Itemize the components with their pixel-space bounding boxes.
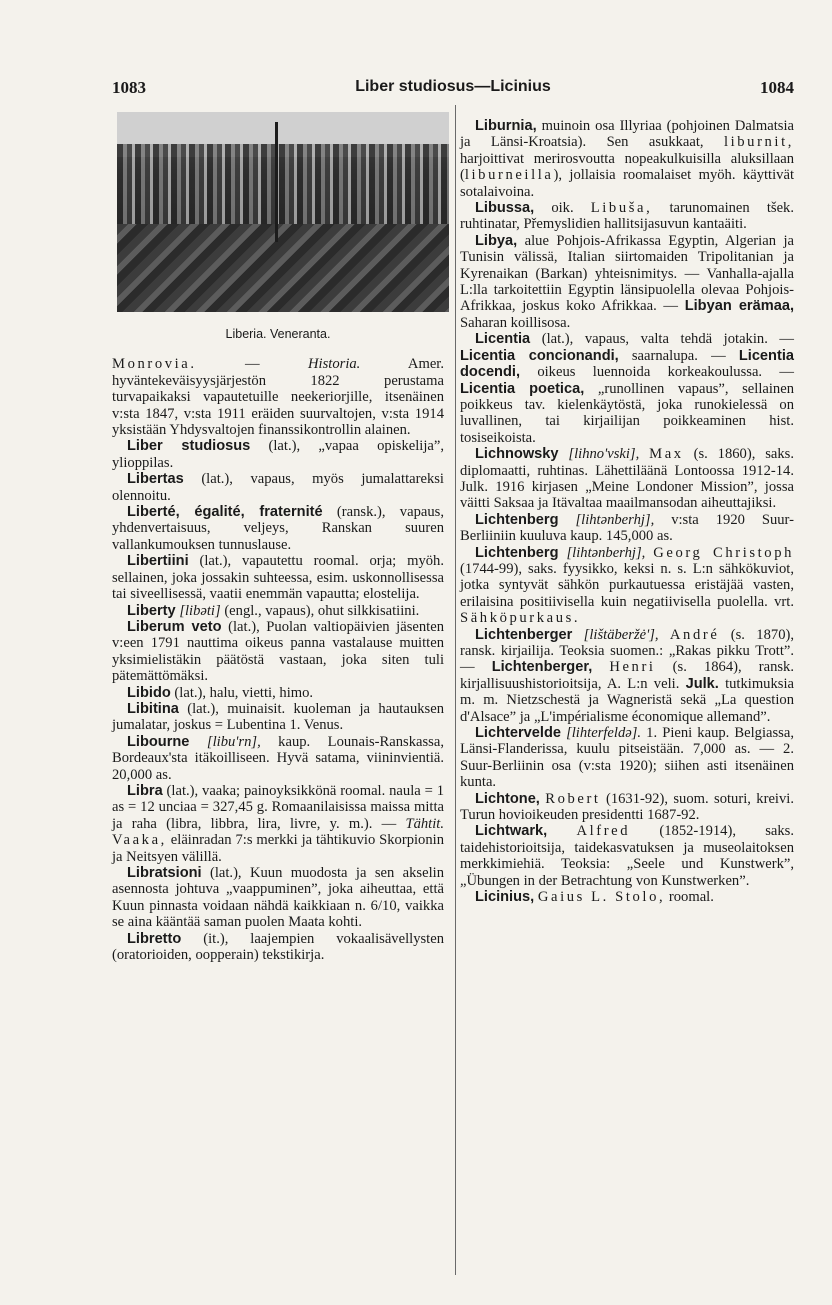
figure-caption: Liberia. Veneranta.: [225, 327, 331, 341]
entry-headword: Licentia concionandi,: [460, 347, 619, 364]
entry-text: (lat.), vapautettu roomal. orja; myöh. sellainen, joka jossakin suhteessa, esim. uskonnollisessa tai siveellisessä, vaatii enemmän vapautta; elostelija.: [112, 553, 444, 603]
dictionary-entry: [460, 200, 794, 233]
entry-headword: Lichtwark,: [475, 823, 548, 840]
entry-headword: Libertiini: [127, 553, 189, 570]
entry-headword: Licentia poetica,: [460, 380, 585, 397]
dictionary-entry: [460, 889, 794, 905]
entry-headword: Liber studiosus: [127, 438, 251, 455]
entry-headword: Libertas: [127, 471, 184, 488]
entry-spaced-name: liburneilla: [464, 167, 554, 184]
entry-headword: Libretto: [127, 930, 182, 947]
right-column: [460, 118, 794, 906]
entry-headword: Libussa,: [475, 200, 535, 217]
page-number-left: 1083: [112, 78, 146, 97]
entry-headword: Libratsioni: [127, 865, 202, 881]
running-title: Liber studiosus—Licinius: [355, 78, 551, 95]
dictionary-entry: [460, 791, 794, 824]
entry-text: [639, 446, 649, 462]
entry-text: (lat.), „vapaa opiskelija”, ylioppilas.: [112, 438, 445, 471]
liberia-photo: [117, 112, 449, 312]
dictionary-entry: [460, 331, 794, 446]
entry-italic: [lištäberžė'],: [583, 626, 659, 643]
right-entries: [460, 118, 794, 906]
entry-headword: Libra: [127, 782, 163, 799]
entry-text: (1744-99), saks. fyysikko, keksi n. s. L:n sähkökuviot, jotka syntyvät sähkön purkautuessa eristäjää vasten, erilaisina positiivisella kuin negatiivisella puolella. vrt.: [460, 560, 794, 610]
entry-headword: Libitina: [127, 700, 179, 717]
dictionary-entry: [112, 553, 444, 602]
entry-italic: [lihterfeldə].: [566, 725, 642, 742]
entry-spaced-name: André: [669, 626, 720, 643]
entry-text: (lat.), vapaus, myös jumalattareksi olennoitu.: [112, 471, 444, 504]
entry-text: [547, 823, 576, 839]
entry-text: (s. 1864), ransk. kirjallisuushistorioitsija, A. L:n veli.: [460, 659, 794, 692]
entry-text: roomal.: [665, 889, 714, 906]
entry-spaced-name: Sähköpurkaus.: [460, 610, 581, 627]
entry-text: oikeus luennoida korkeakoulussa. —: [520, 364, 794, 381]
left-column: [112, 112, 444, 963]
entry-headword: Libido: [127, 684, 171, 701]
entry-text: (lat.), halu, vietti, himo.: [170, 684, 314, 701]
entry-spaced-name: Max: [649, 446, 684, 463]
dictionary-entry: [112, 734, 444, 783]
entry-text: (1631-92), suom. soturi, kreivi. Turun hovioikeuden presidentti 1687-92.: [460, 790, 794, 824]
entry-text: [559, 512, 576, 528]
entry-text: [189, 734, 206, 750]
entry-text: harjoittivat merirosvoutta nopeakulkuisilla aluksillaan (: [460, 150, 794, 184]
entry-headword: Liberté, égalité, fraternité: [127, 504, 323, 521]
entry-headword: Julk.: [685, 675, 719, 692]
entry-text: (lat.), vapaus, valta tehdä jotakin. —: [530, 331, 794, 348]
entry-text: saarnalupa. —: [618, 347, 739, 364]
dictionary-entry: [112, 438, 444, 471]
entry-headword: Liberty: [127, 602, 176, 619]
dictionary-entry: [112, 619, 444, 685]
entry-text: (lat.), vaaka; painoyksikkönä roomal. naula = 1 as = 12 unciaa = 327,45 g. Romaanilaisissa maissa mitta ja raha (libra, libbra, lira, livre, y. m.). —: [112, 782, 444, 832]
entry-italic: [libəti]: [179, 602, 221, 619]
entry-text: (lat.), Kuun muodosta ja sen akselin asennosta johtuva „vaappuminen”, joka aiheuttaa, että Kuun pinnasta voidaan nähdä kaikkiaan n. 6/10, vaikka se aina kääntää saman puolen Maata kohti.: [112, 865, 444, 931]
dictionary-entry: [112, 783, 444, 865]
dictionary-entry: [112, 471, 444, 504]
entry-spaced-name: Gaius L. Stolo,: [537, 889, 666, 906]
entry-text: (lat.), Puolan valtiopäivien jäsenten v:een 1791 nauttima oikeus panna vastalause muitten yksimielistäkin päätöstä vastaan, joka siten tuli pätemättömäksi.: [112, 618, 444, 685]
entry-headword: Lichtenberg: [475, 511, 559, 528]
entry-headword: Liburnia,: [475, 118, 537, 134]
entry-text: Saharan koillisosa.: [460, 314, 571, 331]
entry-spaced-name: Alfred: [576, 823, 631, 840]
entry-text: „runollinen vapaus”, sellainen poikkeus tav. kielenkäytöstä, joka runokielessä on luvallinen, tai kirjailijan poikkeaminen hist. tosiseikoista.: [460, 380, 794, 446]
dictionary-entry: [460, 627, 794, 725]
entry-text: oik.: [534, 200, 591, 217]
dictionary-entry: [112, 504, 444, 553]
entry-headword: Lichtenberger: [475, 626, 573, 643]
dictionary-entry: [460, 725, 794, 791]
entry-spaced-name: Robert: [545, 790, 601, 807]
entry-text: v:sta 1920 Suur-Berliiniin kuuluva kaup. 145,000 as.: [460, 511, 794, 545]
dictionary-entry: [460, 512, 794, 545]
entry-headword: Liberum veto: [127, 618, 222, 635]
dictionary-entry: [460, 823, 794, 889]
entry-text: Amer. hyväntekeväisyysjärjestön 1822 perustama turvapaikaksi vapautetuille neekeriorjille, itsenäinen v:sta 1847, v:sta 1911 eräiden suurvaltojen, v:sta 1914 yksistään Yhdysvaltojen finanssikontrollin alainen.: [112, 356, 444, 439]
entry-headword: Licentia: [475, 331, 531, 348]
entry-spaced-name: Monrovia.: [112, 356, 197, 373]
page-header: [112, 78, 794, 104]
entry-text: tutkimuksia m. m. Nietzschestä ja Wagneristä sekä „La question d'Alsace” ja „L'impérialisme économique allemand”.: [460, 675, 794, 725]
entry-spaced-name: Henri: [609, 659, 656, 676]
entry-italic: [libu'rn],: [206, 733, 261, 750]
entry-italic: Historia.: [308, 356, 361, 373]
dictionary-entry: [460, 446, 794, 512]
entry-text: tarunomainen tšek. ruhtinatar, Přemyslidien hallitsijasuvun kantaäiti.: [460, 200, 794, 233]
entry-text: ), jollaisia roomalaiset myöh. käyttivät sotalaivoina.: [460, 167, 794, 200]
entry-headword: Lichnowsky: [475, 446, 559, 463]
entry-headword: Libya,: [475, 232, 518, 249]
entry-text: —: [196, 356, 309, 373]
entry-text: kaup. Lounais-Ranskassa, Bordeaux'sta itäkoilliseen. Hyvä satama, viininvientiä. 20,000 as.: [112, 733, 444, 783]
entry-text: [659, 627, 670, 643]
entry-headword: Licentia docendi,: [460, 347, 794, 381]
entry-spaced-name: liburnit,: [723, 134, 794, 151]
entry-headword: Libyan erämaa,: [684, 298, 794, 315]
entry-headword: Lichtervelde: [475, 725, 561, 742]
entry-text: [572, 627, 583, 643]
entry-text: (ransk.), vapaus, yhdenvertaisuus, veljeys, Ranskan suuren vallankumouksen tunnuslause.: [112, 504, 444, 553]
entry-headword: Licinius,: [475, 889, 535, 906]
entry-text: muinoin osa Illyriaa (pohjoinen Dalmatsia ja Länsi-Kroatsia). Sen asukkaat,: [460, 118, 794, 151]
left-entries: [112, 356, 444, 963]
dictionary-entry: [112, 931, 444, 964]
entry-text: (lat.), muinaisit. kuoleman ja hautauksen jumalatar, joskus = Lubentina 1. Venus.: [112, 700, 444, 734]
entry-italic: [lihtənberhj],: [575, 511, 655, 528]
entry-text: [559, 446, 569, 462]
entry-spaced-name: Vaaka,: [112, 832, 167, 849]
entry-text: (1852-1914), saks. taidehistorioitsija, taidekasvatuksen ja museolaitoksen merkkimiehiä. Teoksia: „Seele und Kunstwerk”, „Übungen in der Betrachtung von Kunstwerken”.: [460, 823, 794, 889]
entry-text: (s. 1870), ransk. kirjailija. Teoksia suomen.: „Rakas pikku Trott”. —: [460, 626, 794, 676]
entry-italic: [lihtənberhj],: [566, 544, 646, 561]
dictionary-entry: [112, 685, 444, 701]
dictionary-entry: [112, 701, 444, 734]
entry-italic: Tähtit.: [405, 815, 444, 832]
entry-headword: Lichtone,: [475, 790, 540, 807]
dictionary-entry: [112, 865, 444, 931]
entry-text: alue Pohjois-Afrikassa Egyptin, Algerian ja Tunisin välissä, Italian siirtomaiden Tripolitanian ja Kyrenaikan (Barkan) yhteisnimitys. — Vanhalla-ajalla L:lla tarkoitettiin Egyptin länsipuolella olevaa Pohjois-Afrikkaa, joskus koko Afrikkaa. —: [460, 232, 794, 315]
entry-text: 1. Pieni kaup. Belgiassa, Länsi-Flanderissa, kuulu pitseistään. 7,000 as. — 2. Suur-Berliinin osa (v:sta 1920); siihen asti itsenäinen kunta.: [460, 725, 794, 791]
dictionary-entry: [460, 233, 794, 331]
page-number-right: 1084: [760, 78, 794, 97]
dictionary-entry: [460, 545, 794, 627]
entry-headword: Libourne: [127, 733, 190, 750]
dictionary-entry: [112, 603, 444, 619]
entry-text: (it.), laajempien vokaalisävellysten (oratorioiden, oopperain) tekstikirja.: [112, 930, 444, 964]
dictionary-entry: [460, 118, 794, 200]
entry-headword: Lichtenberg: [475, 544, 559, 561]
entry-headword: Lichtenberger,: [491, 659, 593, 676]
dictionary-entry: [112, 356, 444, 438]
entry-text: eläinradan 7:s merkki ja tähtikuvio Skorpionin ja Neitsyen välillä.: [112, 832, 444, 865]
entry-text: (s. 1860), saks. diplomaatti, ruhtinas. Lähettiläänä Lontoossa 1912-14. Julk. 1916 kirjasen „Meine Londoner Mission”, jossa väitti Saksaa ja Itävaltaa maailmansodan aiheuttajiksi.: [460, 446, 794, 512]
entry-italic: [lihno'vski],: [568, 446, 640, 463]
entry-text: (engl., vapaus), ohut silkkisatiini.: [220, 602, 420, 619]
entry-spaced-name: Libuša,: [590, 200, 653, 217]
entry-spaced-name: Georg Christoph: [653, 544, 794, 561]
column-divider: [455, 105, 456, 1275]
entry-text: [592, 659, 609, 675]
